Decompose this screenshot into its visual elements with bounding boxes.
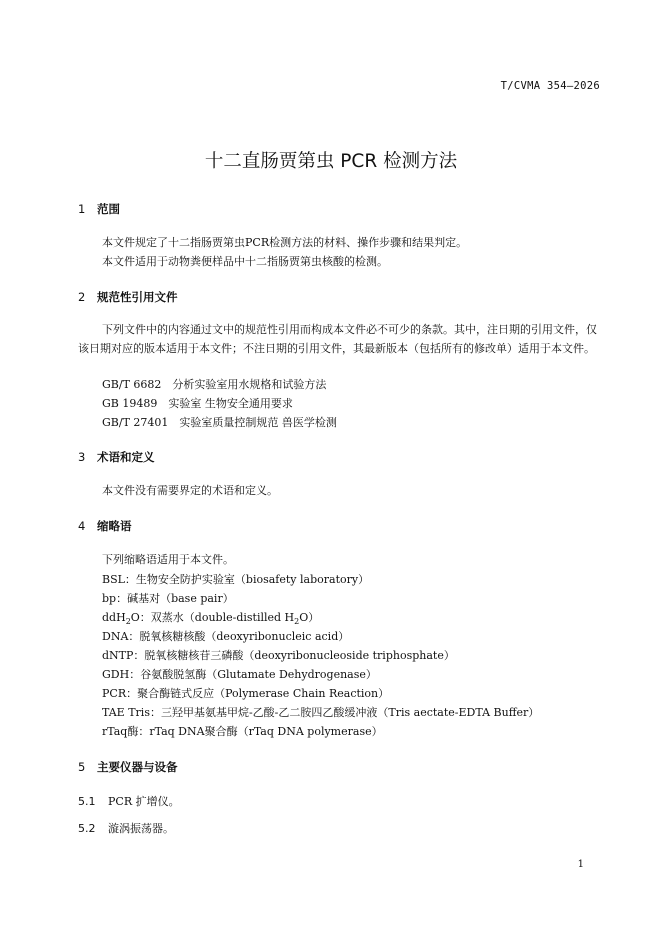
section-4-heading [78, 518, 132, 534]
subsection-number: 5.2 [78, 822, 96, 835]
section-title: 规范性引用文件 [97, 290, 178, 304]
section-number: 1 [78, 202, 86, 216]
section-title: 术语和定义 [97, 450, 155, 464]
abbreviation-item: rTaq酶：rTaq DNA聚合酶（rTaq DNA polymerase） [102, 725, 383, 738]
subsection-text: 漩涡振荡器。 [108, 822, 174, 835]
section-title: 范围 [97, 202, 120, 216]
section-number: 4 [78, 519, 86, 533]
section-number: 3 [78, 450, 86, 464]
reference-item: GB 19489 实验室 生物安全通用要求 [102, 397, 293, 410]
paragraph: 下列文件中的内容通过文中的规范性引用而构成本文件必不可少的条款。其中，注日期的引用文件，仅该日期对应的版本适用于本文件；不注日期的引用文件，其最新版本（包括所有的修改单）适用于本文件。 [78, 323, 597, 355]
abbreviation-item: PCR：聚合酶链式反应（Polymerase Chain Reaction） [102, 687, 390, 700]
subsection-number: 5.1 [78, 795, 96, 808]
paragraph: 本文件没有需要界定的术语和定义。 [102, 484, 278, 497]
section-5-heading [78, 759, 178, 775]
section-title: 缩略语 [97, 519, 132, 533]
reference-item: GB/T 27401 实验室质量控制规范 兽医学检测 [102, 416, 337, 429]
abbreviation-item: GDH：谷氨酸脱氢酶（Glutamate Dehydrogenase） [102, 668, 377, 681]
paragraph: 下列缩略语适用于本文件。 [102, 553, 234, 566]
section-number: 5 [78, 760, 86, 774]
reference-item: GB/T 6682 分析实验室用水规格和试验方法 [102, 378, 327, 391]
section-title: 主要仪器与设备 [97, 760, 178, 774]
abbreviation-item: TAE Tris：三羟甲基氨基甲烷-乙酸-乙二胺四乙酸缓冲液（Tris aectate-EDTA Buffer） [102, 706, 540, 719]
page-number: 1 [577, 859, 584, 870]
abbreviation-item: BSL：生物安全防护实验室（biosafety laboratory） [102, 573, 370, 586]
abbreviation-item: dNTP：脱氧核糖核苷三磷酸（deoxyribonucleoside triphosphate） [102, 649, 455, 662]
subsection-item [78, 793, 180, 809]
section-3-heading [78, 449, 155, 465]
abbreviation-item: bp：碱基对（base pair） [102, 592, 234, 605]
section-2-heading [78, 289, 178, 305]
document-title: 十二直肠贾第虫 PCR 检测方法 [204, 151, 458, 172]
section-1-heading [78, 201, 120, 217]
abbreviation-item: ddH$_2$O：双蒸水（double-distilled $H_2O$） [102, 611, 320, 627]
subsection-text: PCR 扩增仪。 [108, 795, 180, 808]
paragraph: 本文件规定了十二指肠贾第虫PCR检测方法的材料、操作步骤和结果判定。 [102, 236, 468, 249]
standard-number: T/CVMA 354—2026 [500, 80, 600, 92]
paragraph: 本文件适用于动物粪便样品中十二指肠贾第虫核酸的检测。 [102, 255, 388, 268]
subsection-item [78, 820, 174, 836]
abbreviation-item: DNA：脱氧核糖核酸（deoxyribonucleic acid） [102, 630, 350, 643]
section-number: 2 [78, 290, 86, 304]
